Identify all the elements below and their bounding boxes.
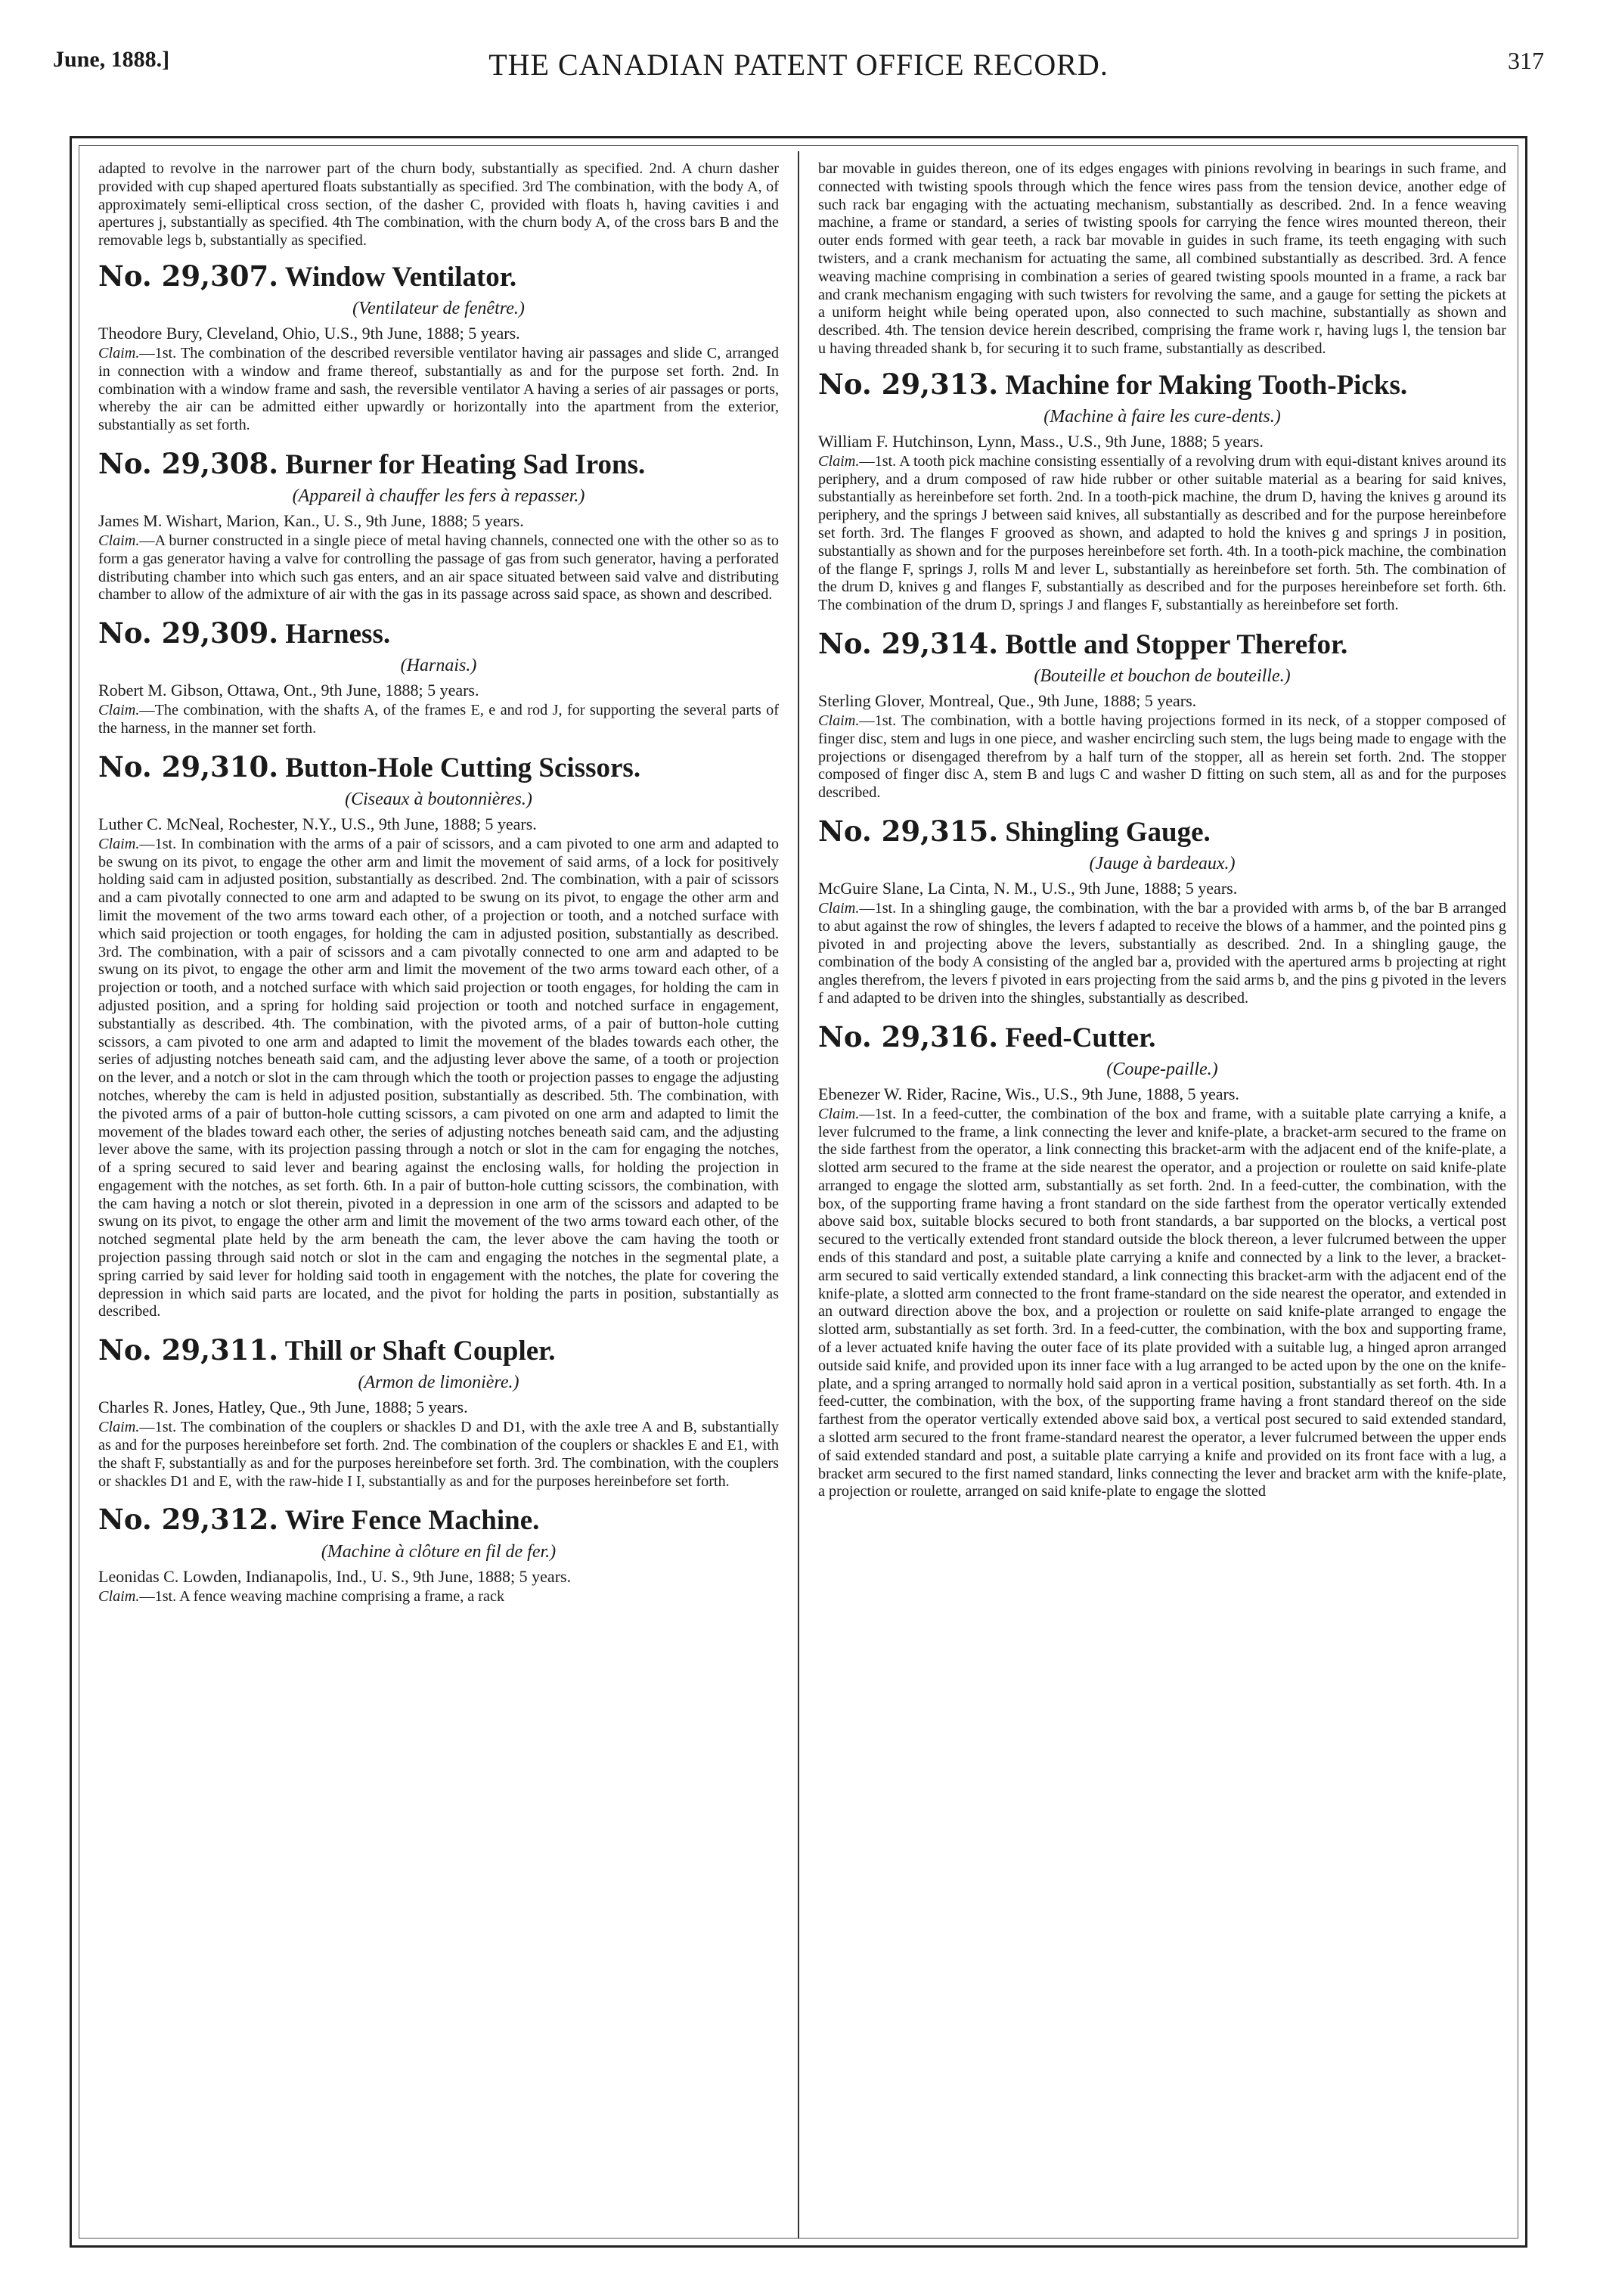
claim-body: —1st. In a feed-cutter, the combination of the box and frame, with a suitable plate carrying a knife, a lever fulcrumed to the frame, a link connecting the lever and knife-plate, a bracket-arm secured to the frame on the side farthest from the operator, a link connecting this bracket-arm with the adjacent end of the knife-plate, a slotted arm secured to the frame at the side nearest the operator, and a projection or roulette on said knife-plate arranged to engage the slotted arm, substantially as set forth. 2nd. In a feed-cutter, the combination, with the box, of the supporting frame having a front standard on the side farthest from the operator vertically extended above said box, suitable blocks secured to both front standards, a bar supported on the blocks, a vertical post secured to the vertically extended front standard outside the block thereon, a lever fulcrumed between the upper ends of this standard and post, a suitable plate carrying a knife and connected by a link to the lever, a bracket-arm secured to said vertically extended standard, a link connecting this bracket-arm with the adjacent end of the knife-plate, a slotted arm connected to the front frame-standard on the side nearest the operator, and extended in an outward direction above the box, and a projection or roulette on said knife-plate arranged to engage the slotted arm, substantially as set forth. 3rd. In a feed-cutter, the combination, with the box and supporting frame, of a lever actuated knife having the outer face of its plate provided with a suitable lug, a hinged apron arranged outside said knife, and provided upon its inner face with a lug arranged to be acted upon by the one on the knife-plate, and a spring arranged to normally hold said apron in a vertical position, substantially as set forth. 4th. In a feed-cutter, the combination, with the box, of the supporting frame having a front standard thereof on the side farthest from the operator vertically extended above said box, a vertical post secured to said extended standard, a slotted arm secured to the front frame-standard nearest the operator, a lever fulcrumed between the upper ends of said extended standard and post, a suitable plate carrying a knife and provided on its front face with a lug, a bracket arm secured to the first named standard, links connecting the lever and bracket arm with the knife-plate, a projection or roulette, arranged on said knife-plate to engage the slotted (818, 1105, 1506, 1500)
inventor-line: Robert M. Gibson, Ottawa, Ont., 9th June, 1888; 5 years. (98, 681, 479, 700)
patent-entry (98, 750, 779, 1322)
patent-number: No. 29,314. (818, 626, 999, 660)
claim-label: Claim. (98, 1588, 140, 1606)
patent-number: No. 29,312. (98, 1503, 279, 1537)
patent-number: No. 29,307. (98, 259, 279, 293)
claim-text (818, 900, 1506, 1008)
patent-entry (98, 259, 779, 435)
patent-title: Machine for Making Tooth-Picks. (1005, 369, 1408, 401)
claim-body: —1st. In combination with the arms of a pair of scissors, and a cam pivoted to one arm and adapted to be swung on its pivot, to engage the other arm and limit the movement of said arms, of a lock for positively holding said cam in adjusted position, substantially as described. 2nd. The combination, with a pair of scissors and a cam pivotally connected to one arm and adapted to be swung on its pivot, to engage the other arm and limit the movement of the two arms toward each other, of a projection or tooth, and a notched surface with which said projection or tooth engages, for holding the cam in adjusted position, substantially as described. 3rd. The combination, with a pair of scissors and a cam pivotally connected to one arm and adapted to be swung on its pivot, to engage the other arm and limit the movement of the two arms toward each other, of a projection or tooth, and a notched surface with which said projection or tooth engages, for holding the cam in adjusted position, and a spring for holding said projection or tooth and notched surface in engagement, substantially as described. 4th. The combination, with the pivoted arms, of a pair of button-hole cutting scissors, a cam pivoted to one arm and adapted to limit the movement of the blades towards each other, the series of adjusting notches beneath said cam, and the adjusting lever above the same, of a tooth or projection on the lever, and a notch or slot in the cam through which the tooth or projection passes to engage the adjusting notches, whereby the cam is held in adjusted position, substantially as described. 5th. The combination, with the pivoted arms of a pair of button-hole cutting scissors, a cam pivoted on one arm and adapted to limit the movement of the blades toward each other, the series of adjusting notches beneath said cam, and the adjusting lever above the same, with its projection passing through a notch or slot in the cam for engaging the notches, of a spring secured to said lever and bearing against the enclosing walls, for holding the projection in engagement with the notches, as set forth. 6th. In a pair of button-hole cutting scissors, the combination, with the cam having a notch or slot therein, pivoted in a depression in one arm of the scissors and adapted to be swung on its pivot, to engage the other arm and limit the movement of the two arms toward each other, of the notched segmental plate held by the arm beneath the cam, the lever above the cam having the tooth or projection passing through said notch or slot in the cam and engaging the notches in the segmental plate, a spring carried by said lever for holding said tooth in engagement with the notches, the plate for covering the depression in which said parts are located, and the pivot for holding the parts in position, substantially as described. (98, 835, 779, 1320)
claim-label: Claim. (818, 899, 860, 917)
patent-title: Shingling Gauge. (1005, 816, 1211, 848)
french-title: (Armon de limonière.) (358, 1373, 519, 1393)
patent-entry (818, 368, 1506, 615)
patent-title: Harness. (285, 619, 391, 650)
claim-text (98, 1588, 779, 1606)
french-title: (Bouteille et bouchon de bouteille.) (1034, 666, 1291, 686)
inventor-line: James M. Wishart, Marion, Kan., U. S., 9th June, 1888; 5 years. (98, 510, 524, 530)
patent-heading (98, 259, 779, 294)
claim-body: —1st. The combination, with a bottle having projections formed in its neck, of a stopper composed of finger disc, stem and lugs in one piece, and washer encircling such stem, the lugs being made to engage with the projections or disengaged therefrom by a half turn of the stopper, all as herein set forth. 2nd. The stopper composed of finger disc A, stem B and lugs C and washer D fitting on such stem, all as and for the purposes described. (818, 712, 1506, 802)
continued-claim-text: adapted to revolve in the narrower part of the churn body, substantially as specified. 2nd. A churn dasher provided with cup shaped apertured floats substantially as specified. 3rd The combination, with the body A, of approximately semi-elliptical cross section, of the dasher C, provided with floats h, having cavities i and apertures j, substantially as specified. 4th The combination, with the churn body A, of the cross bars B and the removable legs b, substantially as specified. (98, 160, 779, 250)
claim-label: Claim. (818, 1105, 860, 1122)
french-title: (Appareil à chauffer les fers à repasser.) (292, 486, 585, 506)
inventor-line: McGuire Slane, La Cinta, N. M., U.S., 9th June, 1888; 5 years. (818, 878, 1238, 898)
patent-entry (98, 447, 779, 604)
claim-text (98, 836, 779, 1322)
patent-number: No. 29,313. (818, 367, 999, 401)
claim-label: Claim. (98, 702, 140, 719)
patent-title: Thill or Shaft Coupler. (284, 1336, 556, 1367)
claim-label: Claim. (818, 452, 860, 470)
inventor-line: Charles R. Jones, Hatley, Que., 9th June, 1888; 5 years. (98, 1398, 468, 1417)
inventor-line: William F. Hutchinson, Lynn, Mass., U.S., 9th June, 1888; 5 years. (818, 431, 1264, 451)
publication-title: THE CANADIAN PATENT OFFICE RECORD. (488, 48, 1109, 82)
patent-heading (98, 750, 779, 785)
column-divider (798, 151, 799, 2239)
page-header (53, 47, 1544, 107)
patent-heading (818, 368, 1506, 402)
inventor-line: Sterling Glover, Montreal, Que., 9th June, 1888; 5 years. (818, 690, 1197, 710)
patent-number: No. 29,316. (818, 1019, 999, 1053)
claim-text (818, 1106, 1506, 1502)
french-title: (Machine à clôture en fil de fer.) (321, 1542, 557, 1562)
claim-text (98, 532, 779, 604)
patent-title: Button-Hole Cutting Scissors. (285, 752, 641, 783)
continued-claim-text: bar movable in guides thereon, one of its edges engages with pinions revolving in bearings in such frame, and connected with twisting spools through which the fence wires pass from the tension device, another edge of such rack bar engaging with the actuating mechanism, substantially as described. 2nd. In a fence weaving machine, a frame or standard, a series of twisting spools for carrying the fence wires mounted thereon, their outer ends formed with gear teeth, a rack bar movable in guides in such frame, its teeth engaging with such twisters, and a crank mechanism for actuating the same, all combined substantially as described. 3rd. A fence weaving machine comprising in combination a series of geared twisting spools mounted in a frame, a rack bar and crank mechanism engaging with such twisters for revolving the same, and a gauge for setting the pickets at a uniform height while being operated upon, also connected to such machine, substantially as shown and described. 4th. The tension device herein described, comprising the frame work r, having lugs l, the tension bar u having threaded shank b, for securing it to such frame, substantially as described. (818, 160, 1506, 357)
claim-text (818, 453, 1506, 615)
patent-heading (818, 627, 1506, 662)
patent-title: Window Ventilator. (284, 261, 517, 293)
patent-heading (818, 1020, 1506, 1055)
patent-heading (98, 1333, 779, 1368)
claim-text (98, 345, 779, 435)
claim-body: —1st. A fence weaving machine comprising a frame, a rack (139, 1588, 505, 1606)
patent-heading (98, 447, 779, 482)
claim-text (818, 712, 1506, 802)
french-title: (Harnais.) (400, 656, 477, 676)
claim-body: —1st. The combination of the described reversible ventilator having air passages and slide C, arranged in connection with a window and frame thereof, substantially as and for the purpose set forth. 2nd. In combination with a window frame and sash, the reversible ventilator A having a series of air passages or ports, whereby the air can be admitted either upwardly or horizontally into the apartment from the exterior, substantially as set forth. (98, 344, 779, 434)
patent-number: No. 29,308. (98, 446, 279, 480)
claim-label: Claim. (98, 1419, 140, 1436)
patent-title: Feed-Cutter. (1005, 1022, 1156, 1053)
inventor-line: Luther C. McNeal, Rochester, N.Y., U.S., 9th June, 1888; 5 years. (98, 814, 537, 833)
claim-label: Claim. (818, 712, 860, 729)
patent-heading (98, 616, 779, 651)
french-title: (Ciseaux à boutonnières.) (345, 789, 532, 809)
patent-entry (98, 1503, 779, 1606)
claim-body: —The combination, with the shafts A, of the frames E, e and rod J, for supporting the several parts of the harness, in the manner set forth. (98, 702, 779, 737)
claim-body: —1st. The combination of the couplers or shackles D and D1, with the axle tree A and B, substantially as and for the purposes hereinbefore set forth. 2nd. The combination of the couplers or shackles E and E1, with the shaft F, substantially as and for the purposes hereinbefore set forth. 3rd. The combination, with the couplers or shackles D1 and E, with the raw-hide I I, substantially as and for the purposes hereinbefore set forth. (98, 1419, 779, 1490)
inventor-line: Ebenezer W. Rider, Racine, Wis., U.S., 9th June, 1888, 5 years. (818, 1084, 1239, 1103)
right-column (818, 160, 1506, 2232)
inventor-line: Leonidas C. Lowden, Indianapolis, Ind., U. S., 9th June, 1888; 5 years. (98, 1567, 572, 1587)
french-title: (Jauge à bardeaux.) (1089, 853, 1236, 873)
claim-body: —1st. A tooth pick machine consisting essentially of a revolving drum with equi-distant knives around its periphery, and a drum composed of raw hide rubber or other suitable material as a bearing for said knives, substantially as hereinbefore set forth. 2nd. In a tooth-pick machine, the drum D, having the knives g around its periphery, and the springs J between said knives, all substantially as described and for the purpose hereinbefore set forth. 3rd. The flanges F grooved as shown, and adapted to hold the knives g and springs J in position, substantially as shown and for the purposes hereinbefore set forth. 4th. In a tooth-pick machine, the combination of the flange F, springs J, rolls M and lever L, substantially as hereinbefore set forth. 5th. The combination of the drum D, knives g and flanges F, substantially as described and for the purposes hereinbefore set forth. 6th. The combination of the drum D, springs J and flanges F, substantially as hereinbefore set forth. (818, 452, 1506, 614)
claim-label: Claim. (98, 344, 140, 361)
patent-title: Wire Fence Machine. (284, 1505, 540, 1537)
patent-number: No. 29,311. (98, 1333, 279, 1367)
patent-entry (818, 1020, 1506, 1502)
french-title: (Coupe-paille.) (1106, 1059, 1218, 1079)
patent-title: Burner for Heating Sad Irons. (285, 448, 646, 480)
french-title: (Machine à faire les cure-dents.) (1043, 406, 1281, 427)
patent-entry (818, 814, 1506, 1008)
patent-number: No. 29,309. (98, 616, 279, 650)
claim-text (98, 702, 779, 738)
patent-entry (98, 616, 779, 738)
patent-number: No. 29,315. (818, 814, 999, 848)
patent-heading (818, 814, 1506, 849)
left-column (98, 160, 779, 2232)
claim-text (98, 1419, 779, 1491)
patent-title: Bottle and Stopper Therefor. (1005, 628, 1348, 660)
issue-date: June, 1888.] (53, 47, 170, 72)
inventor-line: Theodore Bury, Cleveland, Ohio, U.S., 9th June, 1888; 5 years. (98, 323, 520, 343)
claim-body: —A burner constructed in a single piece of metal having channels, connected one with the other so as to form a gas generator having a valve for controlling the passage of gas from such generator, having a perforated distributing chamber into which such gas enters, and an air space situated between said valve and distributing chamber to allow of the admixture of air with the gas in its passage across said space, as shown and described. (98, 532, 779, 603)
patent-entry (818, 627, 1506, 802)
claim-label: Claim. (98, 835, 140, 852)
patent-number: No. 29,310. (98, 749, 279, 783)
claim-body: —1st. In a shingling gauge, the combination, with the bar a provided with arms b, of the bar B arranged to abut against the row of shingles, the levers f adapted to receive the blows of a hammer, and the pointed pins g pivoted in and projecting above the levers, substantially as described. 2nd. In a shingling gauge, the combination of the body A consisting of the angled bar a, provided with the apertured arms b projecting at right angles therefrom, the levers f pivoted in ears projecting from the said arms b, and the pins g pivoted in the levers f and adapted to be driven into the shingles, substantially as described. (818, 899, 1506, 1007)
claim-label: Claim. (98, 532, 140, 549)
patent-entry (98, 1333, 779, 1491)
page-number: 317 (1508, 47, 1544, 74)
french-title: (Ventilateur de fenêtre.) (352, 298, 525, 318)
patent-heading (98, 1503, 779, 1537)
